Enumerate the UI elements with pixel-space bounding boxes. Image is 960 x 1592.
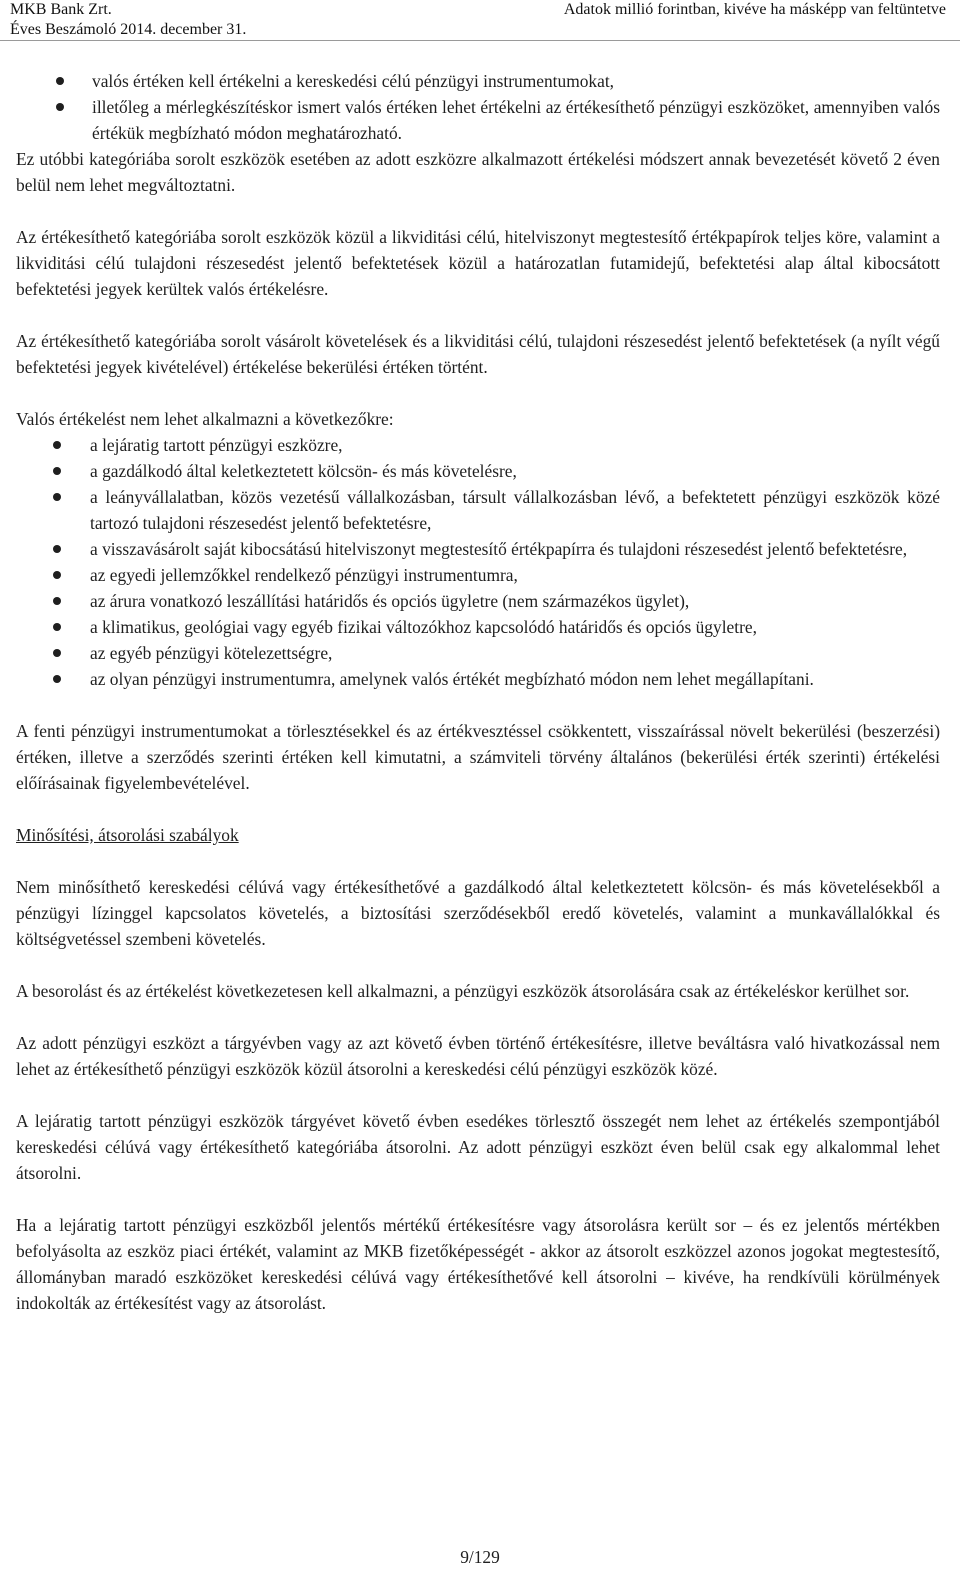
paragraph-non-classifiable: Nem minősíthető kereskedési célúvá vagy értékesíthetővé a gazdálkodó által keletkeztetett kölcsön- és más követelésekből a pénzügyi lízinggel kapcsolatos követelés, a biztosítási szerződésekből eredő követelés, valamint a munkavállalókkal és költségvetéssel szembeni követelés.	[16, 877, 940, 949]
list-item: a visszavásárolt saját kibocsátású hitelviszonyt megtestesítő értékpapírra és tulajdoni részesedést jelentő befektetésre,	[16, 536, 940, 562]
bullet-icon	[53, 675, 61, 683]
paragraph-htm-instalments: A lejáratig tartott pénzügyi eszközök tárgyévet követő évben esedékes törlesztő összegét nem lehet az értékelés szempontjából kereskedési célúvá vagy értékesíthető kategóriába átsorolni. Az adott pénzügyi eszközt éven belül csak egy alkalommal lehet átsorolni.	[16, 1111, 940, 1183]
paragraph-exclusions-intro: Valós értékelést nem lehet alkalmazni a következőkre:	[16, 409, 394, 429]
page-number: 9/129	[460, 1547, 500, 1567]
document-body	[16, 68, 940, 1342]
list-item: az egyéb pénzügyi kötelezettségre,	[16, 640, 940, 666]
bullet-icon	[53, 597, 61, 605]
units-note: Adatok millió forintban, kivéve ha másképp van feltüntetve	[563, 1, 946, 18]
bullet-icon	[53, 467, 61, 475]
intro-bullet-list	[16, 68, 940, 146]
list-item: a lejáratig tartott pénzügyi eszközre,	[16, 432, 940, 458]
header-left	[10, 0, 246, 40]
section-heading: Minősítési, átsorolási szabályok	[16, 825, 239, 845]
bullet-icon	[56, 103, 64, 111]
paragraph-reclassification-ban: Az adott pénzügyi eszközt a tárgyévben vagy az azt követő évben történő értékesítésre, illetve beváltásra való hivatkozással nem lehet az értékesíthető pénzügyi eszközök közül átsorolni a kereskedési célú pénzügyi eszközök közé.	[16, 1033, 940, 1079]
paragraph-tainting-rule: Ha a lejáratig tartott pénzügyi eszközből jelentős mértékű értékesítésre vagy átsorolásra került sor – és ez jelentős mértékben befolyásolta az eszköz piaci értékét, valamint az MKB fizetőképességét - akkor az átsorolt eszközzel azonos jogokat megtestesítő, állományban maradó eszközöket kereskedési célúvá vagy értékesíthetővé kell átsorolni – kivéve, ha rendkívüli körülmények indokolták az értékesítést vagy az átsorolást.	[16, 1215, 940, 1313]
spacer	[16, 692, 940, 718]
bullet-icon	[53, 571, 61, 579]
list-item: a klimatikus, geológiai vagy egyéb fizikai változókhoz kapcsolódó határidős és opciós ügyletre,	[16, 614, 940, 640]
paragraph-cost-valuation: Az értékesíthető kategóriába sorolt vásárolt követelések és a likviditási célú, tulajdoni részesedést jelentő befektetések (a nyílt végű befektetési jegyek kivételével) értékelése bekerülési értéken történt.	[16, 331, 940, 377]
paragraph-fair-value-assets: Az értékesíthető kategóriába sorolt eszközök közül a likviditási célú, hitelviszonyt megtestesítő értékpapírok teljes köre, valamint a likviditási célú tulajdoni részesedést jelentő befektetések közül a határozatlan futamidejű, befektetési alap által kibocsátott befektetési jegyek kerültek valós értékelésre.	[16, 227, 940, 299]
page-header	[0, 0, 960, 41]
list-item: a leányvállalatban, közös vezetésű vállalkozásban, társult vállalkozásban lévő, a befektetett pénzügyi eszközök közé tartozó tulajdoni részesedést jelentő befektetésre,	[16, 484, 940, 536]
report-title: Éves Beszámoló 2014. december 31.	[10, 21, 247, 38]
list-item: az árura vonatkozó leszállítási határidős és opciós ügyletre (nem származékos ügylet),	[16, 588, 940, 614]
list-item: az egyedi jellemzőkkel rendelkező pénzügyi instrumentumra,	[16, 562, 940, 588]
bullet-icon	[53, 545, 61, 553]
bullet-icon	[53, 623, 61, 631]
list-item: az olyan pénzügyi instrumentumra, amelynek valós értékét megbízható módon nem lehet megállapítani.	[16, 666, 940, 692]
paragraph-cost-measurement: A fenti pénzügyi instrumentumokat a törlesztésekkel és az értékvesztéssel csökkentett, visszaírással növelt bekerülési (beszerzési) értéken, illetve a szerződés szerinti értéken kell kimutatni, a számviteli törvény általános (bekerülési érték szerinti) értékelési előírásainak figyelembevételével.	[16, 721, 940, 793]
list-item: a gazdálkodó által keletkeztetett kölcsön- és más követelésre,	[16, 458, 940, 484]
exclusion-bullet-list	[16, 432, 940, 692]
company-name: MKB Bank Zrt.	[10, 1, 112, 18]
list-item: illetőleg a mérlegkészítéskor ismert valós értéken lehet értékelni az értékesíthető pénzügyi eszközöket, amennyiben valós értékük megbízható módon meghatározható.	[16, 94, 940, 146]
paragraph-method-change: Ez utóbbi kategóriába sorolt eszközök esetében az adott eszközre alkalmazott értékelési módszert annak bevezetését követő 2 éven belül nem lehet megváltoztatni.	[16, 149, 940, 195]
bullet-icon	[56, 77, 64, 85]
bullet-icon	[53, 441, 61, 449]
paragraph-consistency: A besorolást és az értékelést következetesen kell alkalmazni, a pénzügyi eszközök átsorolására csak az értékeléskor kerülhet sor.	[16, 981, 910, 1001]
bullet-icon	[53, 649, 61, 657]
bullet-icon	[53, 493, 61, 501]
list-item: valós értéken kell értékelni a kereskedési célú pénzügyi instrumentumokat,	[16, 68, 940, 94]
